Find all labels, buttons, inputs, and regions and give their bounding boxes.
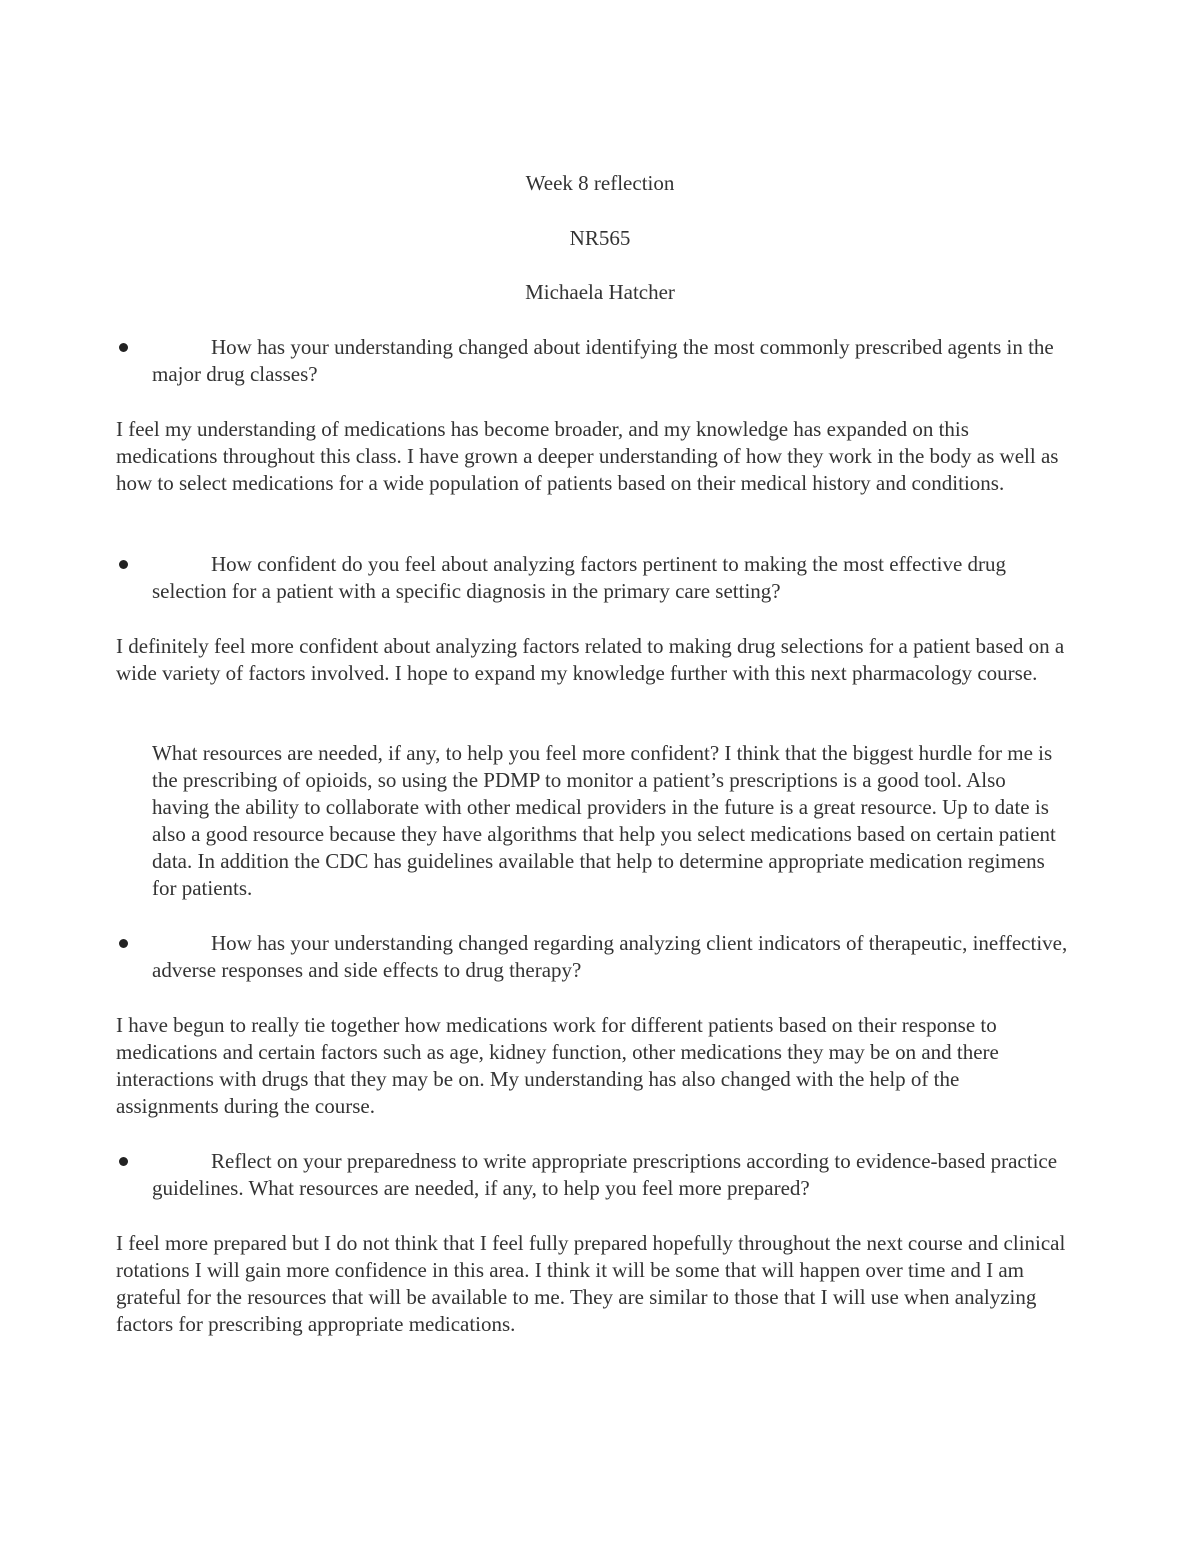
question-1-text: How has your understanding changed about identifying the most commonly prescribed agents in the major drug classes? — [152, 335, 1054, 386]
question-3-text: How has your understanding changed regarding analyzing client indicators of therapeutic, ineffective, adverse responses and side effects to drug therapy? — [152, 931, 1068, 982]
question-2 — [116, 551, 1076, 605]
author-name: Michaela Hatcher — [525, 280, 675, 304]
document-title: Week 8 reflection — [525, 171, 675, 195]
answer-2-resources: What resources are needed, if any, to help you feel more confident? I think that the biggest hurdle for me is the prescribing of opioids, so using the PDMP to monitor a patient’s prescriptions is a good tool. Also having the ability to collaborate with other medical providers in the future is a great resource. Up to date is also a good resource because they have algorithms that help you select medications based on certain patient data. In addition the CDC has guidelines available that help to determine appropriate medication regimens for patients. — [152, 741, 1056, 900]
question-4 — [116, 1148, 1076, 1202]
question-3 — [116, 930, 1076, 984]
bullet-icon — [116, 334, 130, 361]
question-2-text: How confident do you feel about analyzing factors pertinent to making the most effective drug selection for a patient with a specific diagnosis in the primary care setting? — [152, 552, 1007, 603]
answer-1: I feel my understanding of medications has become broader, and my knowledge has expanded on this medications throughout this class. I have grown a deeper understanding of how they work in the body as well as how to select medications for a wide population of patients based on their medical history and conditions. — [116, 417, 1059, 495]
bullet-icon — [116, 930, 130, 957]
answer-2: I definitely feel more confident about analyzing factors related to making drug selections for a patient based on a wide variety of factors involved. I hope to expand my knowledge further with this next pharmacology course. — [116, 634, 1065, 685]
question-4-text: Reflect on your preparedness to write appropriate prescriptions according to evidence-based practice guidelines. What resources are needed, if any, to help you feel more prepared? — [152, 1149, 1058, 1200]
course-code: NR565 — [569, 226, 631, 250]
bullet-icon — [116, 1148, 130, 1175]
bullet-icon — [116, 551, 130, 578]
question-1 — [116, 334, 1076, 388]
answer-4: I feel more prepared but I do not think that I feel fully prepared hopefully throughout the next course and clinical rotations I will gain more confidence in this area. I think it will be some that will happen over time and I am grateful for the resources that will be available to me. They are similar to those that I will use when analyzing factors for prescribing appropriate medications. — [116, 1231, 1066, 1336]
answer-3: I have begun to really tie together how medications work for different patients based on their response to medications and certain factors such as age, kidney function, other medications they may be on and there interactions with drugs that they may be on. My understanding has also changed with the help of the assignments during the course. — [116, 1013, 999, 1118]
